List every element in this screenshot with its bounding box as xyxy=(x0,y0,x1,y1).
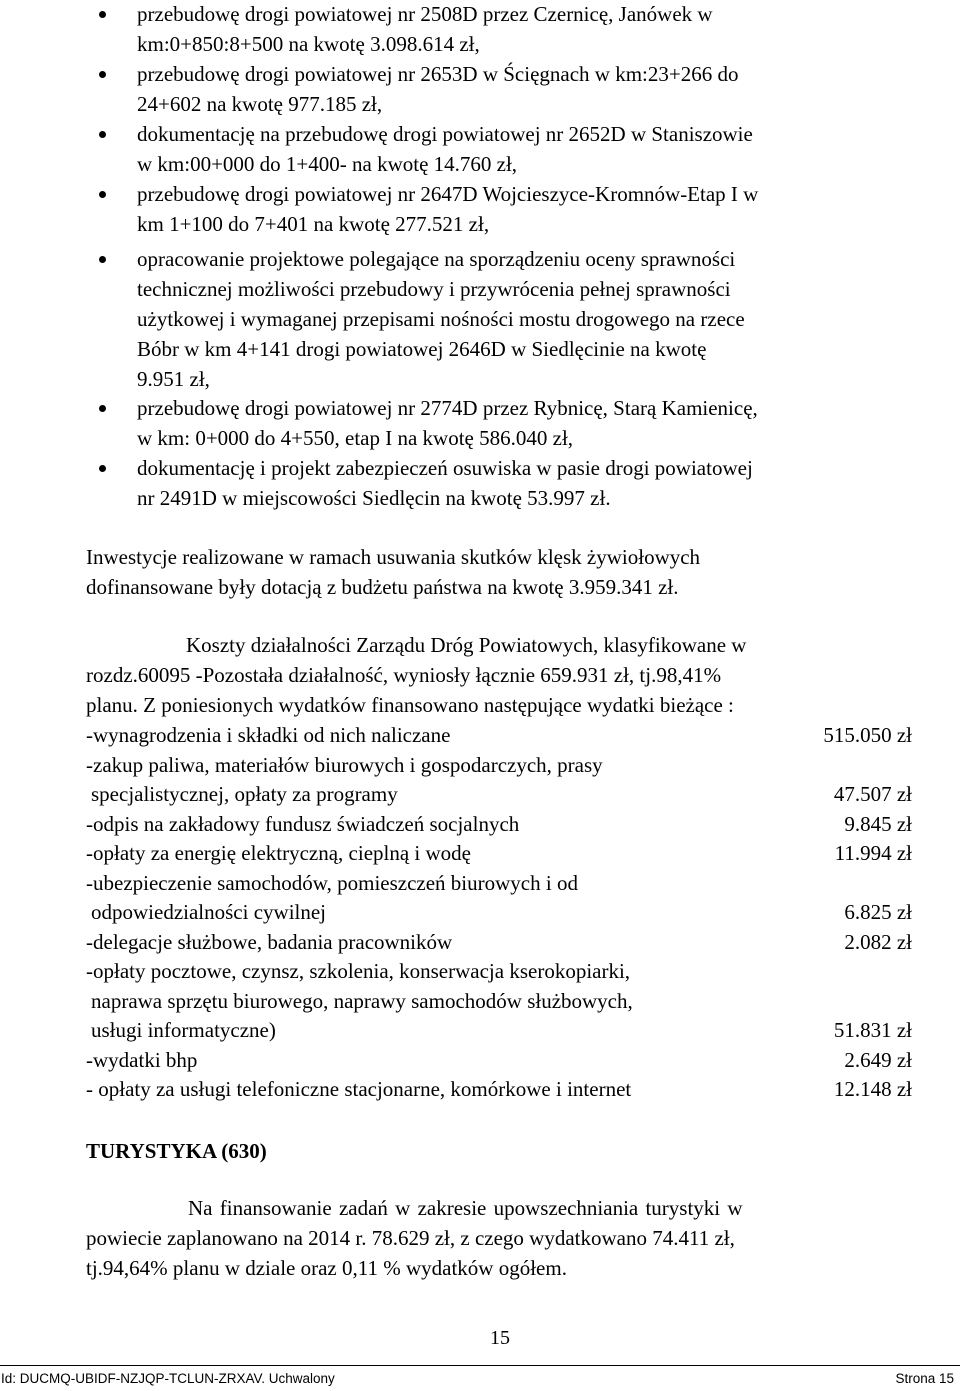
paragraph-line: Na finansowanie zadań w zakresie upowszechniania turystyki w xyxy=(188,1196,743,1220)
cost-item-label: -ubezpieczenie samochodów, pomieszczeń biurowych i od xyxy=(86,870,578,895)
bullet-icon xyxy=(99,405,106,412)
bullet-line: technicznej możliwości przebudowy i przywrócenia pełnej sprawności xyxy=(137,277,731,301)
section-heading-tourism: TURYSTYKA (630) xyxy=(86,1139,267,1163)
cost-item-label: -zakup paliwa, materiałów biurowych i gospodarczych, prasy xyxy=(86,752,603,777)
cost-item-row xyxy=(86,750,912,780)
paragraph-line: dofinansowane były dotacją z budżetu państwa na kwotę 3.959.341 zł. xyxy=(86,575,679,599)
paragraph-line: tj.94,64% planu w dziale oraz 0,11 % wydatków ogółem. xyxy=(86,1256,567,1280)
bullet-icon xyxy=(99,191,106,198)
paragraph-line: Inwestycje realizowane w ramach usuwania skutków klęsk żywiołowych xyxy=(86,545,701,569)
cost-item-label: -opłaty pocztowe, czynsz, szkolenia, konserwacja kserokopiarki, xyxy=(86,959,631,983)
bullet-icon xyxy=(99,131,106,138)
cost-item-label: specjalistycznej, opłaty za programy xyxy=(91,782,398,806)
bullet-icon xyxy=(99,11,106,18)
cost-item-row xyxy=(86,868,912,898)
cost-item-amount: 11.994 zł xyxy=(834,841,912,865)
page-number: 15 xyxy=(490,1327,510,1349)
costs-intro-paragraph xyxy=(86,630,922,720)
bullet-line: km:0+850:8+500 na kwotę 3.098.614 zł, xyxy=(137,32,480,56)
cost-item-amount: 6.825 zł xyxy=(844,900,912,924)
bullet-line: 24+602 na kwotę 977.185 zł, xyxy=(137,92,383,116)
bullet-line: Bóbr w km 4+141 drogi powiatowej 2646D w Siedlęcinie na kwotę xyxy=(137,337,707,361)
bullet-icon xyxy=(99,256,106,263)
cost-items-list xyxy=(86,720,912,1104)
bullet-item xyxy=(0,453,960,513)
bullet-line: dokumentację i projekt zabezpieczeń osuwiska w pasie drogi powiatowej xyxy=(137,456,753,480)
bullet-line: opracowanie projektowe polegające na sporządzeniu oceny sprawności xyxy=(137,247,736,271)
bullet-line: przebudowę drogi powiatowej nr 2508D przez Czernicę, Janówek w xyxy=(137,2,713,26)
cost-item-row xyxy=(86,956,912,986)
cost-item-row xyxy=(86,927,912,957)
cost-item-row xyxy=(86,897,912,927)
cost-item-label: -opłaty za energię elektryczną, cieplną i wodę xyxy=(86,841,472,865)
cost-item-amount: 515.050 zł xyxy=(823,723,912,747)
footer-page-label: Strona 15 xyxy=(895,1371,954,1386)
cost-item-amount: 12.148 zł xyxy=(833,1077,912,1101)
paragraph-line: planu. Z poniesionych wydatków finansowano następujące wydatki bieżące : xyxy=(86,693,734,717)
bullet-line: przebudowę drogi powiatowej nr 2774D przez Rybnicę, Starą Kamienicę, xyxy=(137,396,758,420)
cost-item-label: -wynagrodzenia i składki od nich naliczane xyxy=(86,723,451,747)
tourism-paragraph xyxy=(86,1193,918,1283)
bullet-item xyxy=(0,0,960,59)
bullet-line: przebudowę drogi powiatowej nr 2647D Wojcieszyce-Kromnów-Etap I w xyxy=(137,182,759,206)
paragraph-line: powiecie zaplanowano na 2014 r. 78.629 zł, z czego wydatkowano 74.411 zł, xyxy=(86,1226,735,1250)
cost-item-label: naprawa sprzętu biurowego, naprawy samochodów służbowych, xyxy=(91,988,633,1013)
cost-item-label: -delegacje służbowe, badania pracowników xyxy=(86,929,453,954)
bullet-line: nr 2491D w miejscowości Siedlęcin na kwotę 53.997 zł. xyxy=(137,486,611,510)
cost-item-amount: 51.831 zł xyxy=(833,1018,912,1042)
cost-item-label: -wydatki bhp xyxy=(86,1047,198,1072)
bullet-icon xyxy=(99,71,106,78)
bullet-item xyxy=(0,59,960,119)
cost-item-label: usługi informatyczne) xyxy=(91,1018,276,1042)
bullet-item xyxy=(0,244,960,394)
cost-item-amount: 47.507 zł xyxy=(833,782,912,806)
cost-item-row xyxy=(86,720,912,750)
cost-item-amount: 2.082 zł xyxy=(844,929,912,954)
cost-item-amount: 9.845 zł xyxy=(844,811,912,836)
bullet-line: km 1+100 do 7+401 na kwotę 277.521 zł, xyxy=(137,212,490,236)
bullet-line: użytkowej i wymaganej przepisami nośności mostu drogowego na rzece xyxy=(137,307,745,331)
bullet-line: w km:00+000 do 1+400- na kwotę 14.760 zł, xyxy=(137,152,518,176)
cost-item-amount: 2.649 zł xyxy=(844,1047,912,1072)
cost-item-label: - opłaty za usługi telefoniczne stacjonarne, komórkowe i internet xyxy=(86,1077,632,1101)
cost-item-row xyxy=(86,809,912,839)
bullet-line: w km: 0+000 do 4+550, etap I na kwotę 586.040 zł, xyxy=(137,426,574,450)
bullet-line: dokumentację na przebudowę drogi powiatowej nr 2652D w Staniszowie xyxy=(137,122,753,146)
page-footer xyxy=(0,1366,958,1391)
bullet-item xyxy=(0,179,960,239)
bullet-line: przebudowę drogi powiatowej nr 2653D w Ścięgnach w km:23+266 do xyxy=(137,62,739,86)
bullet-item xyxy=(0,393,960,453)
cost-item-row xyxy=(86,986,912,1016)
paragraph-line: rozdz.60095 -Pozostała działalność, wyniosły łącznie 659.931 zł, tj.98,41% xyxy=(86,663,722,687)
cost-item-row xyxy=(86,779,912,809)
bullet-item xyxy=(0,119,960,179)
cost-item-row xyxy=(86,838,912,868)
bullet-icon xyxy=(99,465,106,472)
cost-item-row xyxy=(86,1074,912,1104)
bullet-line: 9.951 zł, xyxy=(137,367,210,391)
paragraph-line: Koszty działalności Zarządu Dróg Powiatowych, klasyfikowane w xyxy=(186,633,747,657)
footer-document-id: Id: DUCMQ-UBIDF-NZJQP-TCLUN-ZRXAV. Uchwalony xyxy=(1,1371,335,1386)
investments-paragraph xyxy=(86,542,916,602)
cost-item-label: odpowiedzialności cywilnej xyxy=(91,900,327,924)
cost-item-row xyxy=(86,1015,912,1045)
cost-item-label: -odpis na zakładowy fundusz świadczeń socjalnych xyxy=(86,811,520,836)
cost-item-row xyxy=(86,1045,912,1075)
